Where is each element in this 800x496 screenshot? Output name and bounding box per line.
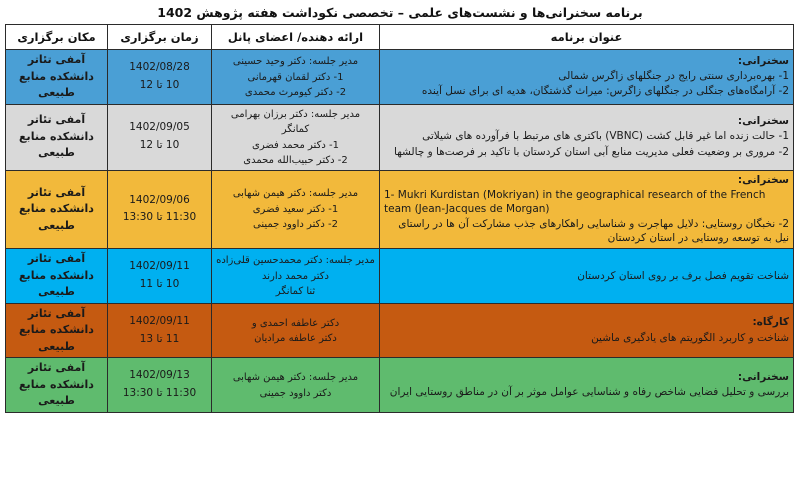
session-chair: مدیر جلسه: دکتر برزان بهرامی کمانگر [230, 108, 361, 135]
program-kind: سخنرانی: [737, 173, 789, 186]
speaker-name: دکتر عاطفه مرادیان [254, 332, 337, 344]
table-row [6, 170, 794, 249]
program-kind: سخنرانی: [737, 370, 789, 383]
page-title: برنامه سخنرانی‌ها و نشست‌های علمی – تخصصی نکوداشت هفته پژوهش 1402 [157, 5, 643, 20]
table-body [6, 50, 794, 413]
header-place: مکان برگزاری [6, 25, 108, 50]
cell-time [108, 303, 212, 358]
session-chair: مدیر جلسه: دکتر هیمن شهابی [232, 371, 359, 383]
cell-time [108, 104, 212, 170]
cell-time [108, 50, 212, 105]
session-chair: مدیر جلسه: دکتر وحید حسینی [232, 55, 359, 67]
cell-people [212, 104, 380, 170]
speaker-name: 1- دکتر محمد فضری [252, 139, 339, 151]
cell-program [380, 170, 794, 249]
program-item: شناخت تقویم فصل برف بر روی استان کردستان [577, 270, 789, 283]
program-item: شناخت و کاربرد الگوریتم های یادگیری ماشین [591, 331, 789, 344]
speaker-name: 2- دکتر داوود جمینی [253, 219, 338, 231]
cell-program [380, 358, 794, 413]
table-row [6, 249, 794, 304]
event-hours: 10 تا 12 [139, 139, 180, 151]
event-hours: 11:30 تا 13:30 [122, 387, 197, 400]
schedule-table [5, 24, 794, 413]
header-program: عنوان برنامه [380, 25, 794, 50]
event-date: 1402/09/11 [129, 314, 190, 327]
cell-time [108, 249, 212, 304]
table-row [6, 104, 794, 170]
event-date: 1402/08/28 [129, 60, 190, 73]
cell-people [212, 170, 380, 249]
program-item: 1- بهره‌برداری سنتی رایج در جنگلهای زاگرس شمالی [558, 70, 789, 83]
speaker-name: دکتر عاطفه احمدی و [251, 317, 340, 329]
program-kind: کارگاه: [752, 316, 789, 329]
cell-time [108, 170, 212, 249]
table-row [6, 358, 794, 413]
event-hours: 11 تا 13 [139, 332, 180, 345]
cell-people [212, 358, 380, 413]
cell-people [212, 249, 380, 304]
cell-program [380, 50, 794, 105]
header-time: زمان برگزاری [108, 25, 212, 50]
program-kind: سخنرانی: [737, 115, 789, 128]
event-hours: 10 تا 11 [139, 278, 180, 291]
cell-program [380, 249, 794, 304]
cell-place: آمفی تئاتر دانشکده منابع طبیعی [6, 50, 108, 105]
program-item: 2- آرامگاه‌های جنگلی در جنگلهای زاگرس: میراث گذشتگان، هدیه ای برای نسل آینده [421, 85, 789, 98]
session-chair: مدیر جلسه: دکتر محمدحسین قلی‌زاده [216, 255, 375, 267]
speaker-name: 2- دکتر حبیب‌الله محمدی [243, 154, 348, 166]
cell-place: آمفی تئاتر دانشکده منابع طبیعی [6, 104, 108, 170]
program-item: 2- مروری بر وضعیت فعلی مدیریت منابع آبی استان کردستان با تاکید بر فرصت‌ها و چالشها [394, 145, 789, 158]
table-row [6, 50, 794, 105]
speaker-name: دکتر داوود جمینی [259, 387, 332, 399]
program-item: 1- Mukri Kurdistan (Mokriyan) in the geographical research of the French team (Jean-Jacques de Morgan) [384, 188, 766, 215]
event-hours: 11:30 تا 13:30 [122, 211, 197, 224]
header-people: ارائه دهنده/ اعضای پانل [212, 25, 380, 50]
cell-place: آمفی تئاتر دانشکده منابع طبیعی [6, 249, 108, 304]
event-hours: 10 تا 12 [139, 78, 180, 91]
table-row [6, 303, 794, 358]
cell-program [380, 303, 794, 358]
program-item: 2- نخبگان روستایی: دلایل مهاجرت و شناسایی راهکارهای جذب مشارکت آن ها در راستای نیل به توسعه روستایی در استان کردستان [398, 218, 789, 245]
cell-program [380, 104, 794, 170]
event-date: 1402/09/06 [129, 193, 190, 206]
program-item: بررسی و تحلیل فضایی شاخص رفاه و شناسایی عوامل موثر بر آن در مناطق روستایی ایران [389, 386, 789, 399]
cell-people [212, 50, 380, 105]
cell-place: آمفی تئاتر دانشکده منابع طبیعی [6, 303, 108, 358]
cell-place: آمفی تئاتر دانشکده منابع طبیعی [6, 358, 108, 413]
table-header [6, 25, 794, 50]
speaker-name: 2- دکتر کیومرث محمدی [244, 86, 347, 98]
event-date: 1402/09/13 [129, 369, 190, 382]
program-kind: سخنرانی: [737, 54, 789, 67]
cell-time [108, 358, 212, 413]
program-item: 1- حالت زنده اما غیر قابل کشت (VBNC) باکتری های مرتبط با فرآورده های شیلاتی [422, 130, 789, 143]
speaker-name: ثنا کمانگر [275, 286, 316, 298]
speaker-name: 1- دکتر لقمان قهرمانی [247, 71, 344, 83]
session-chair: مدیر جلسه: دکتر هیمن شهابی [232, 188, 359, 200]
cell-place: آمفی تئاتر دانشکده منابع طبیعی [6, 170, 108, 249]
cell-people [212, 303, 380, 358]
event-date: 1402/09/05 [129, 121, 190, 134]
speaker-name: 1- دکتر سعید فضری [252, 204, 339, 216]
speaker-name: دکتر محمد دارند [261, 271, 330, 283]
event-date: 1402/09/11 [129, 260, 190, 273]
